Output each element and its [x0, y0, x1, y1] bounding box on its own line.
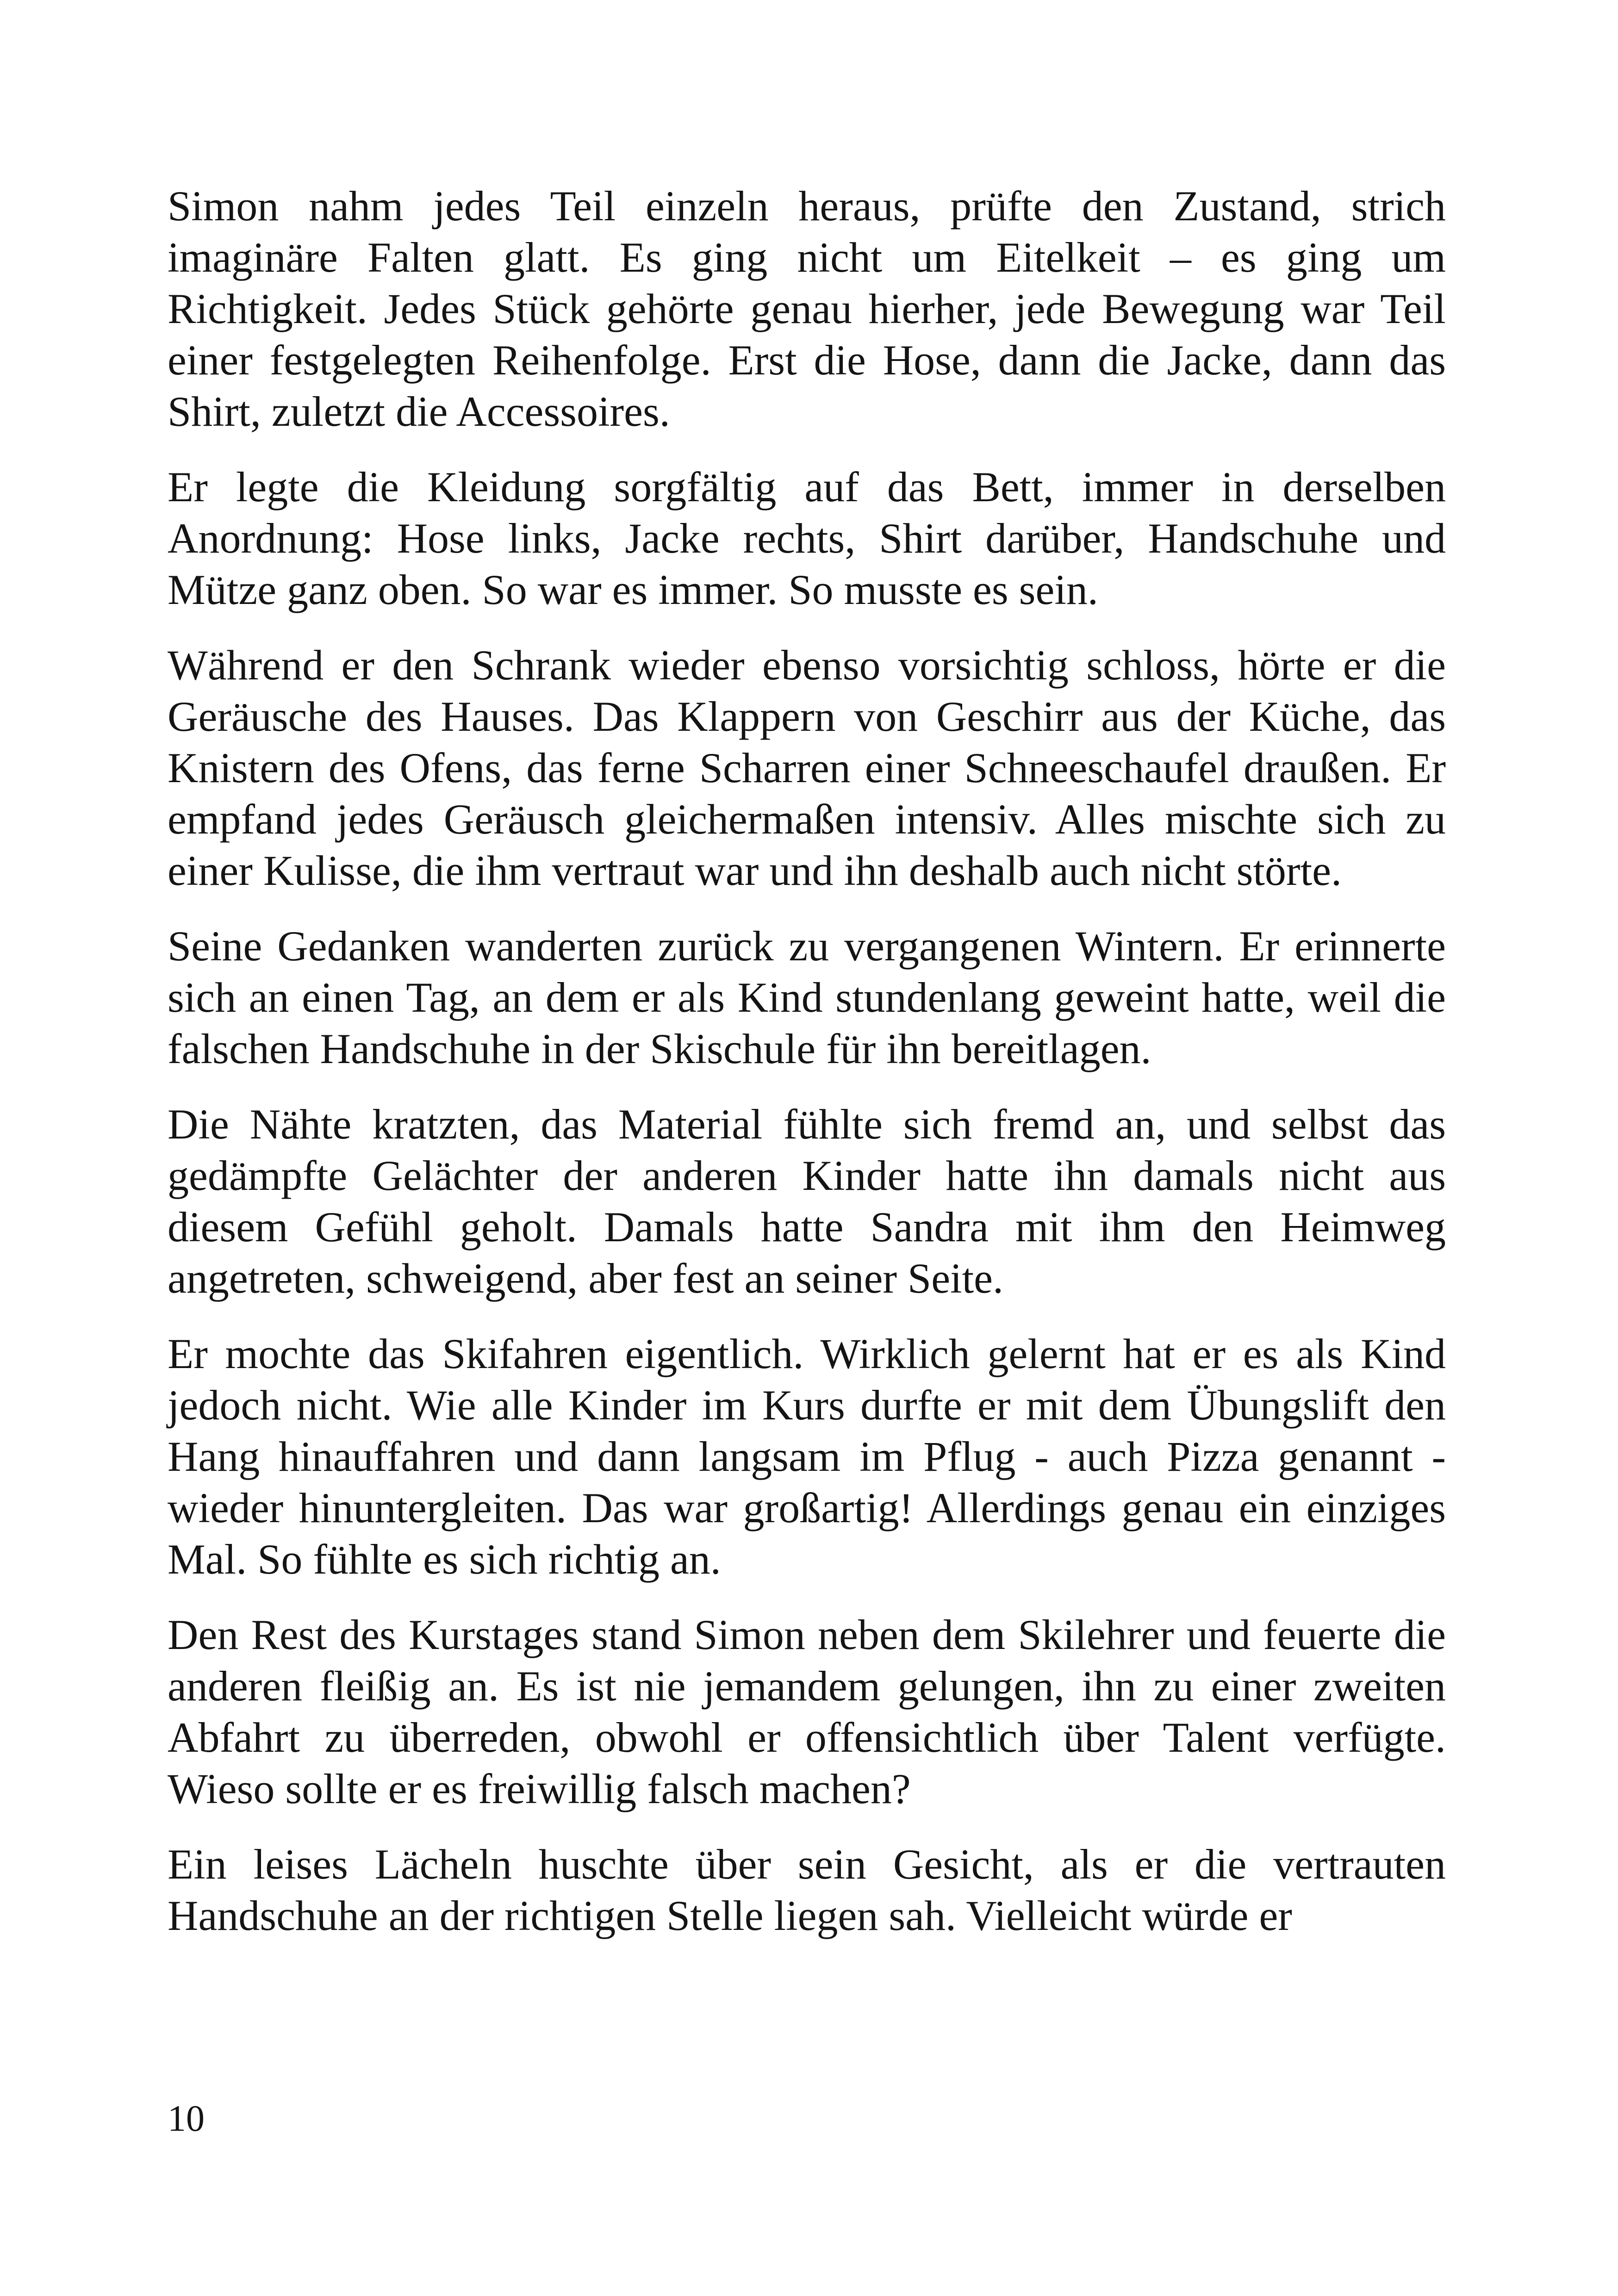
paragraph-3: Während er den Schrank wieder ebenso vorsichtig schloss, hörte er die Geräusche des Hauses. Das Klappern von Geschirr aus der Küche, das Knistern des Ofens, das ferne Scharren einer Schneeschaufel draußen. Er empfand jedes Geräusch gleichermaßen intensiv. Alles mischte sich zu einer Kulisse, die ihm vertraut war und ihn deshalb auch nicht störte.	[168, 641, 1446, 894]
paragraph-8: Ein leises Lächeln huschte über sein Gesicht, als er die vertrauten Handschuhe an der richtigen Stelle liegen sah. Vielleicht würde er	[168, 1841, 1446, 1939]
body-text	[168, 180, 1446, 1966]
paragraph-1: Simon nahm jedes Teil einzeln heraus, prüfte den Zustand, strich imaginäre Falten glatt. Es ging nicht um Eitelkeit – es ging um Richtigkeit. Jedes Stück gehörte genau hierher, jede Bewegung war Teil einer festgelegten Reihenfolge. Erst die Hose, dann die Jacke, dann das Shirt, zuletzt die Accessoires.	[168, 182, 1446, 435]
paragraph-7: Den Rest des Kurstages stand Simon neben dem Skilehrer und feuerte die anderen fleißig an. Es ist nie jemandem gelungen, ihn zu einer zweiten Abfahrt zu überreden, obwohl er offensichtlich über Talent verfügte. Wieso sollte er es freiwillig falsch machen?	[168, 1611, 1446, 1812]
paragraph-5: Die Nähte kratzten, das Material fühlte sich fremd an, und selbst das gedämpfte Gelächter der anderen Kinder hatte ihn damals nicht aus diesem Gefühl geholt. Damals hatte Sandra mit ihm den Heimweg angetreten, schweigend, aber fest an seiner Seite.	[168, 1101, 1446, 1302]
paragraph-4: Seine Gedanken wanderten zurück zu vergangenen Wintern. Er erinnerte sich an einen Tag, an dem er als Kind stundenlang geweint hatte, weil die falschen Handschuhe in der Skischule für ihn bereitlagen.	[168, 922, 1446, 1072]
paragraph-2: Er legte die Kleidung sorgfältig auf das Bett, immer in derselben Anordnung: Hose links, Jacke rechts, Shirt darüber, Handschuhe und Mütze ganz oben. So war es immer. So musste es sein.	[168, 463, 1446, 613]
paragraph-6: Er mochte das Skifahren eigentlich. Wirklich gelernt hat er es als Kind jedoch nicht. Wie alle Kinder im Kurs durfte er mit dem Übungslift den Hang hinauffahren und dann langsam im Pflug - auch Pizza genannt - wieder hinuntergleiten. Das war großartig! Allerdings genau ein einziges Mal. So fühlte es sich richtig an.	[168, 1330, 1446, 1583]
page-number: 10	[168, 2098, 205, 2139]
